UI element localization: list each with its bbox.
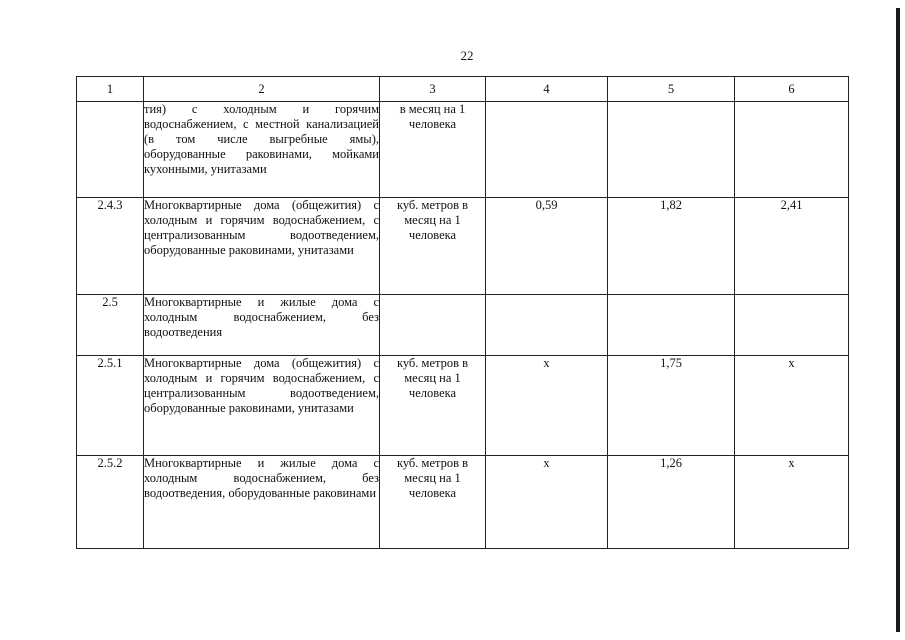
- row-number: 2.4.3: [77, 198, 144, 295]
- header-cell: 2: [144, 77, 380, 102]
- table-row: [77, 198, 849, 295]
- header-cell: 1: [77, 77, 144, 102]
- row-description: Многоквартирные и жилые дома с холодным водоснабжением, без водоотведения, оборудованные раковинами: [144, 456, 380, 549]
- row-unit: куб. метров в месяц на 1 человека: [380, 356, 486, 456]
- page-edge-line: [896, 8, 900, 632]
- row-description: Многоквартирные дома (общежития) с холодным и горячим водоснабжением, с централизованным водоотведением, оборудованные раковинами, унитазами: [144, 356, 380, 456]
- table-row: [77, 456, 849, 549]
- row-value-col5: [608, 102, 735, 198]
- header-cell: 3: [380, 77, 486, 102]
- page-number: 22: [460, 48, 474, 63]
- row-number: [77, 102, 144, 198]
- row-value-col5: 1,82: [608, 198, 735, 295]
- row-value-col5: 1,26: [608, 456, 735, 549]
- row-value-col6: x: [735, 356, 849, 456]
- row-value-col4: x: [486, 356, 608, 456]
- row-number: 2.5.1: [77, 356, 144, 456]
- row-description: тия) с холодным и горячим водоснабжением, с местной канализацией (в том числе выгребные ямы), оборудованные раковинами, мойками кухонными, унитазами: [144, 102, 380, 198]
- table-header-row: [77, 77, 849, 102]
- row-value-col6: [735, 102, 849, 198]
- header-cell: 5: [608, 77, 735, 102]
- row-unit: [380, 295, 486, 356]
- row-description: Многоквартирные дома (общежития) с холодным и горячим водоснабжением, с централизованным водоотведением, оборудованные раковинами, унитазами: [144, 198, 380, 295]
- norms-table: [76, 76, 849, 549]
- row-value-col5: [608, 295, 735, 356]
- header-cell: 6: [735, 77, 849, 102]
- row-unit: в месяц на 1 человека: [380, 102, 486, 198]
- row-value-col4: 0,59: [486, 198, 608, 295]
- table-row: [77, 295, 849, 356]
- row-value-col4: [486, 102, 608, 198]
- row-value-col6: x: [735, 456, 849, 549]
- row-description: Многоквартирные и жилые дома с холодным водоснабжением, без водоотведения: [144, 295, 380, 356]
- row-unit: куб. метров в месяц на 1 человека: [380, 198, 486, 295]
- table-row: [77, 356, 849, 456]
- row-number: 2.5.2: [77, 456, 144, 549]
- row-value-col5: 1,75: [608, 356, 735, 456]
- row-unit: куб. метров в месяц на 1 человека: [380, 456, 486, 549]
- table-row: [77, 102, 849, 198]
- row-number: 2.5: [77, 295, 144, 356]
- row-value-col6: 2,41: [735, 198, 849, 295]
- row-value-col4: x: [486, 456, 608, 549]
- row-value-col6: [735, 295, 849, 356]
- row-value-col4: [486, 295, 608, 356]
- header-cell: 4: [486, 77, 608, 102]
